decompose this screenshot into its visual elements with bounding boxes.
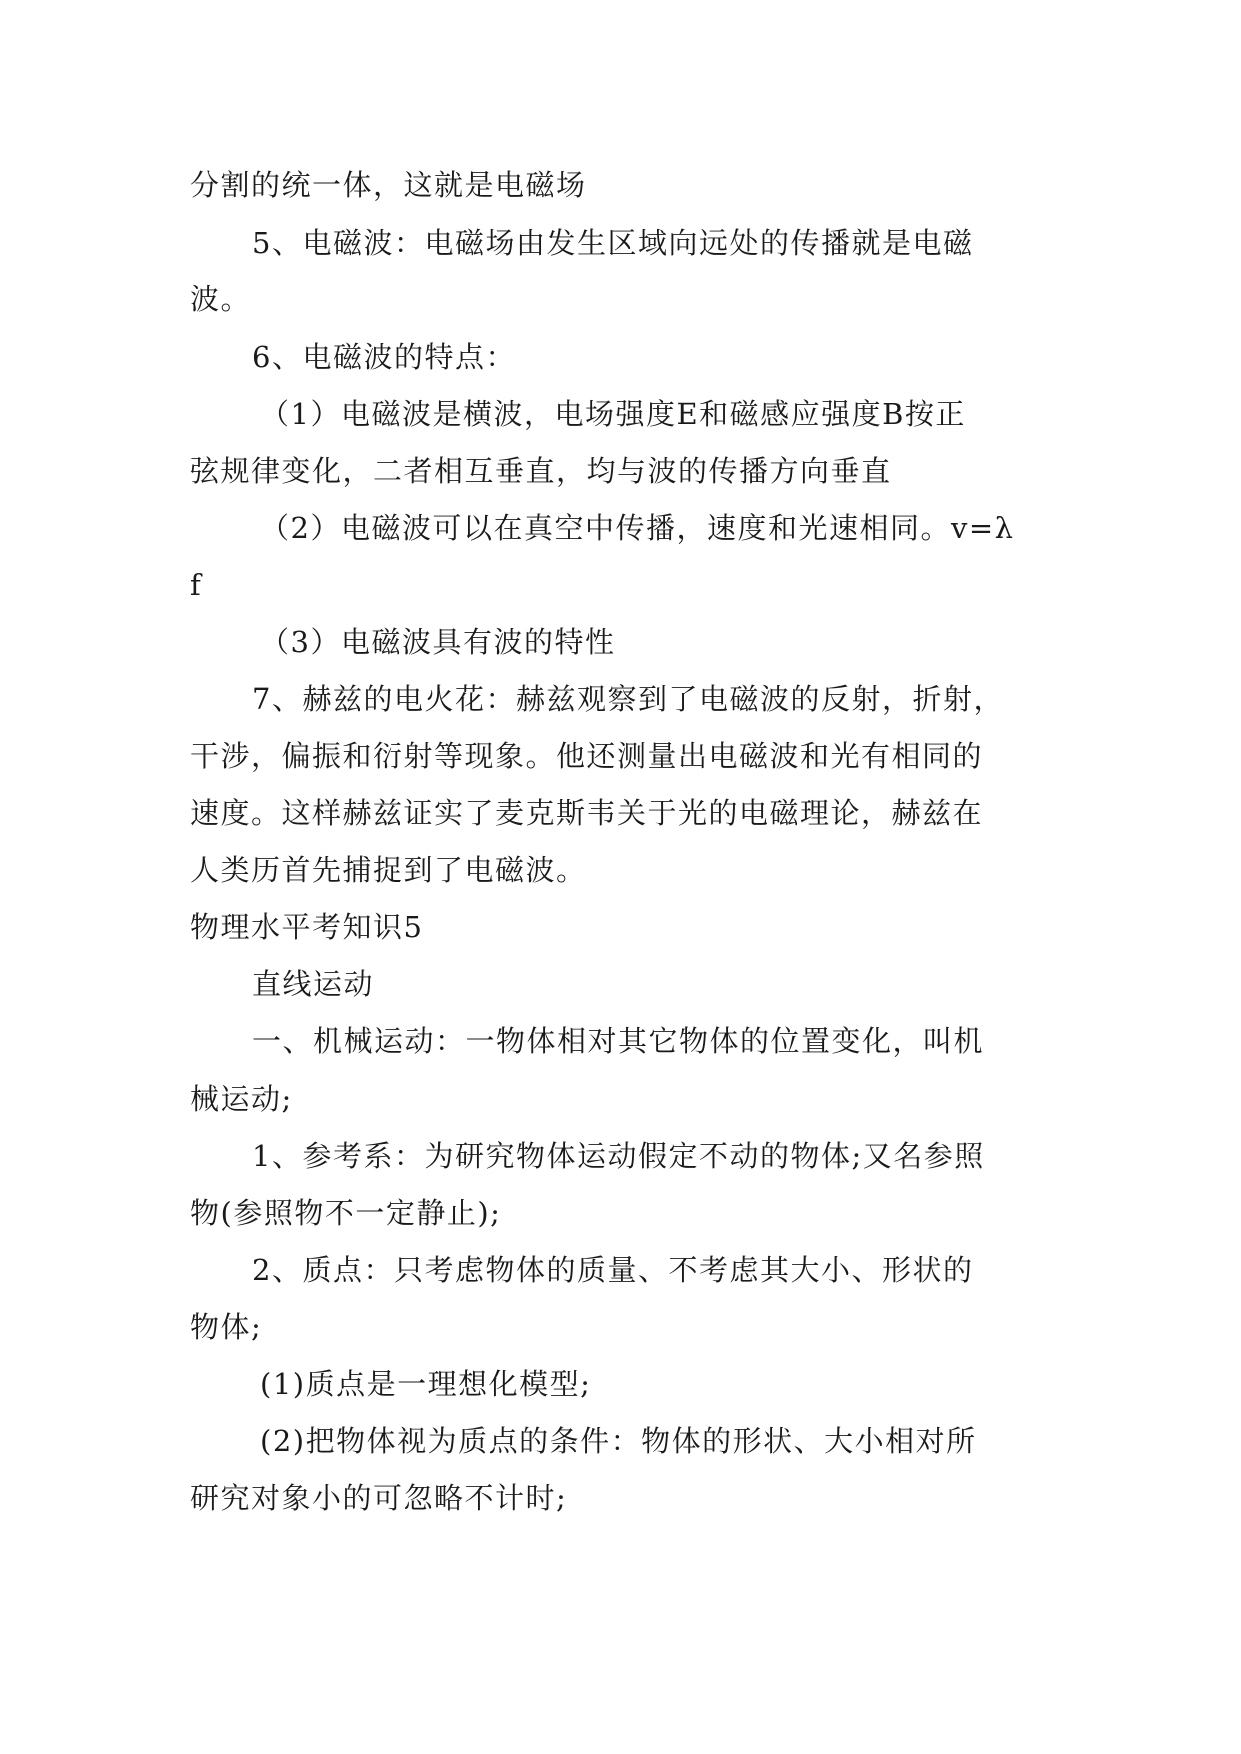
- text-line: 7、赫兹的电火花：赫兹观察到了电磁波的反射，折射，: [252, 682, 1004, 716]
- text-line: 人类历首先捕捉到了电磁波。: [190, 853, 587, 887]
- text-line: 2、质点：只考虑物体的质量、不考虑其大小、形状的: [252, 1253, 974, 1287]
- text-line: 6、电磁波的特点：: [252, 340, 516, 374]
- text-line: 1、参考系：为研究物体运动假定不动的物体;又名参照: [252, 1139, 985, 1173]
- text-line: 物(参照物不一定静止);: [190, 1196, 502, 1230]
- text-line: 研究对象小的可忽略不计时;: [190, 1481, 568, 1515]
- text-line: （3）电磁波具有波的特性: [260, 625, 616, 659]
- text-line: f: [190, 568, 203, 602]
- text-line: 械运动;: [190, 1082, 293, 1116]
- section-heading: 物理水平考知识5: [190, 910, 424, 944]
- text-line: 波。: [190, 282, 252, 316]
- text-line: (2)把物体视为质点的条件：物体的形状、大小相对所: [260, 1424, 977, 1458]
- text-line: 分割的统一体，这就是电磁场: [190, 168, 587, 202]
- text-line: 物体;: [190, 1310, 263, 1344]
- text-line: （2）电磁波可以在真空中传播，速度和光速相同。v=λ: [260, 511, 1015, 545]
- text-line: (1)质点是一理想化模型;: [260, 1367, 592, 1401]
- subsection-heading: 直线运动: [252, 967, 375, 1001]
- text-line: 弦规律变化，二者相互垂直，均与波的传播方向垂直: [190, 454, 892, 488]
- text-line: 干涉，偏振和衍射等现象。他还测量出电磁波和光有相同的: [190, 739, 984, 773]
- text-line: （1）电磁波是横波，电场强度E和磁感应强度B按正: [260, 397, 966, 431]
- text-line: 5、电磁波：电磁场由发生区域向远处的传播就是电磁: [252, 226, 974, 260]
- text-line: 速度。这样赫兹证实了麦克斯韦关于光的电磁理论，赫兹在: [190, 796, 984, 830]
- text-line: 一、机械运动：一物体相对其它物体的位置变化，叫机: [252, 1024, 985, 1058]
